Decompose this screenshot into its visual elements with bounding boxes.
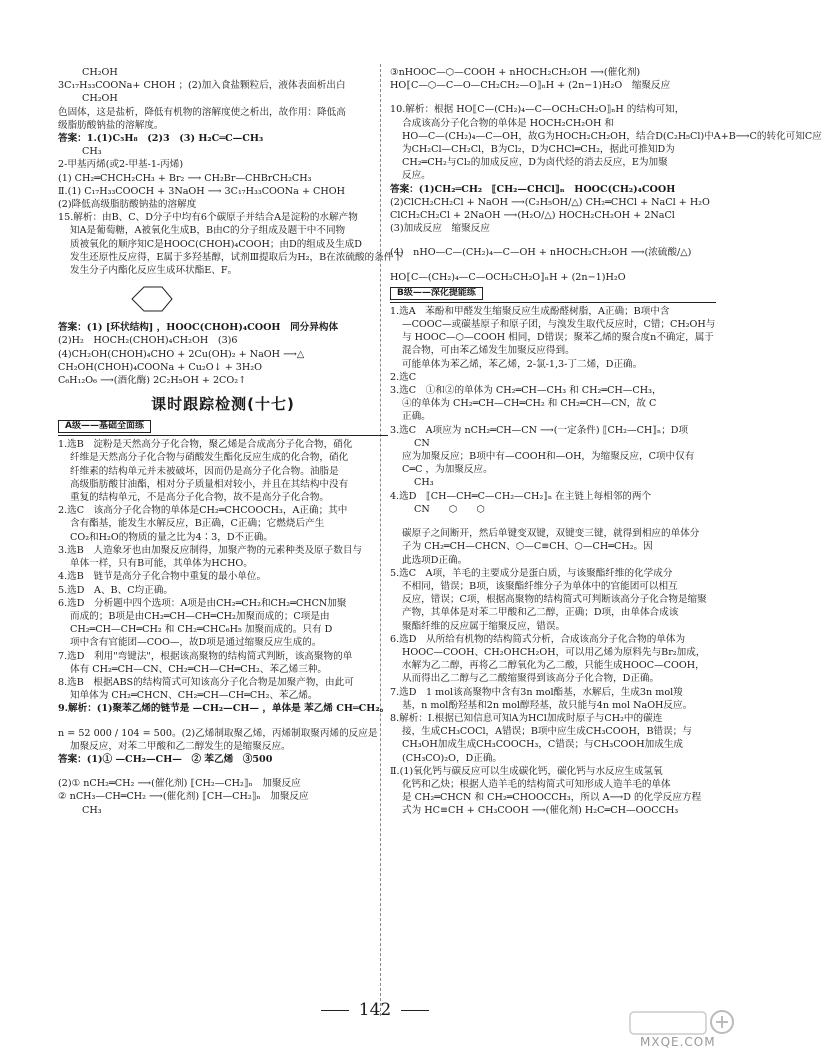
text-line: 是 CH₂═CHCN 和 CH₂═CHOOCCH₃，所以 A⟶D 的化学反应方程 xyxy=(402,792,702,804)
text-line: 1.选B 淀粉是天然高分子化合物，聚乙烯是合成高分子化合物，硝化 xyxy=(58,439,353,451)
text-line: ④的单体为 CH₂═CH—CH═CH₂ 和 CH₂═CH—CN，故 C xyxy=(402,398,657,410)
text-line: 产物，其单体是对苯二甲酸和乙二醇，正确；D项，由单体合成该 xyxy=(402,607,679,619)
text-line: 3C₁₇H₃₃COONa+ CHOH ；(2)加入食盐颗粒后，液体表面析出白 xyxy=(58,80,346,92)
text-line: (2)H₂ HOCH₂(CHOH)₄CH₂OH (3)6 xyxy=(58,335,238,347)
text-line: C₆H₁₂O₆ ⟶(酒化酶) 2C₂H₅OH + 2CO₂↑ xyxy=(58,375,247,387)
text-line: 化钙和乙炔；根据人造羊毛的结构简式可知形成人造羊毛的单体 xyxy=(402,778,671,790)
text-line: 反应。 xyxy=(402,170,431,182)
text-line: 而成的；B项是由CH₂═CH—CH═CH₂加聚而成的；C项是由 xyxy=(70,610,330,622)
text-line: 质被氧化的顺序知C是HOOC(CHOH)₄COOH；由D的组成及生成D xyxy=(70,238,362,250)
text-line: 级脂肪酸钠盐的溶解度。 xyxy=(58,119,164,131)
right-answers-part2 xyxy=(390,305,716,818)
text-line: CH₃ xyxy=(414,477,434,489)
text-line: 混合物，可由苯乙烯发生加聚反应得到。 xyxy=(402,345,575,357)
text-line: CH₂OH(CHOH)₄COONa + Cu₂O↓ + 3H₂O xyxy=(58,361,262,373)
text-line: HO⟦C—⬡—C—O—CH₂CH₂—O⟧ₙH + (2n−1)H₂O 缩聚反应 xyxy=(390,80,671,92)
text-line: 水解为乙二醇，再将乙二醇氧化为乙二酸，只能生成HOOC—COOH， xyxy=(402,660,705,672)
text-line: 不相同，错误；B项，该聚酯纤维分子为单体中的官能团可以相互 xyxy=(402,580,678,592)
text-line: 碳原子之间断开，然后单键变双键，双键变三键，就得到相应的单体分 xyxy=(402,528,700,540)
text-line: (2)① nCH₂═CH₂ ⟶(催化剂) ⟦CH₂—CH₂⟧ₙ 加聚反应 xyxy=(58,778,301,790)
text-line: 6.选D 从所给有机物的结构简式分析，合成该高分子化合物的单体为 xyxy=(390,633,686,645)
text-line: CH₃ xyxy=(82,146,102,158)
text-line: 8.解析：Ⅰ.根据已知信息可知A为HCl加成时原子与CH₂中的碳连 xyxy=(390,712,663,724)
text-line: 5.选D A、B、C均正确。 xyxy=(58,584,173,596)
text-line: 3.选C ①和②的单体为 CH₂═CH—CH₃ 和 CH₂═CH—CH₃， xyxy=(390,385,662,397)
text-line: 纤维是天然高分子化合物与硝酸发生酯化反应生成的化合物，硝化 xyxy=(70,452,349,464)
text-line: HO—C—(CH₂)₄—C—OH，故G为HOCH₂CH₂OH，结合D(C₂H₅Cl)中A+B⟶C的转化可知C应 xyxy=(402,130,822,142)
text-line: CH₂═CH—CH═CH₂ 和 CH₂═CHC₆H₅ 加聚而成的。只有 D xyxy=(70,624,333,636)
text-line xyxy=(390,235,716,246)
text-line: 3.选B 人造象牙也由加聚反应制得，加聚产物的元素种类及原子数目与 xyxy=(58,544,363,556)
text-line: HOOC—COOH、CH₂OHCH₂OH，可以用乙烯为原料先与Br₂加成， xyxy=(402,646,706,658)
text-line: 答案：1.(1)C₅H₈ (2)3 (3) H₂C═C—CH₃ xyxy=(58,133,264,145)
text-line xyxy=(390,516,716,527)
level-a-label: A级——基础全面练 xyxy=(58,420,151,433)
text-line: CN xyxy=(414,437,430,449)
text-line: (CH₃CO)₂O，D正确。 xyxy=(402,752,503,764)
text-line: 色固体，这是盐析，降低有机物的溶解度使之析出，故作用：降低高 xyxy=(58,106,346,118)
text-line: 2-甲基丙烯(或2-甲基-1-丙烯) xyxy=(58,159,184,171)
text-line: CN ⬡ ⬡ xyxy=(414,503,485,515)
text-line: 1.选A 苯酚和甲醛发生缩聚反应生成酚醛树脂，A正确；B项中含 xyxy=(390,305,670,317)
text-line: 4.选D ⟦CH—CH═C—CH₂—CH₂⟧ₙ 在主链上每相邻的两个 xyxy=(390,490,652,502)
text-line: 8.选B 根据ABS的结构简式可知该高分子化合物是加聚产物，由此可 xyxy=(58,676,354,688)
text-line: 7.选D 利用"弯键法"，根据该高聚物的结构简式判断，该高聚物的单 xyxy=(58,650,353,662)
level-a-rule xyxy=(58,435,388,436)
text-line: 发生还原性反应得，E属于多羟基醇，试剂Ⅲ提取后为H₂，B在浓硫酸的条件下 xyxy=(70,251,403,263)
text-line xyxy=(58,716,388,727)
text-line: 5.选C A项，羊毛的主要成分是蛋白质，与该聚酯纤维的化学成分 xyxy=(390,567,673,579)
text-line: CH₂═CH₂与Cl₂的加成反应，D为卤代烃的消去反应，E为加聚 xyxy=(402,157,668,169)
text-line: 10.解析：根据 HO⟦C—(CH₂)₄—C—OCH₂CH₂O⟧ₙH 的结构可知， xyxy=(390,104,685,116)
text-line: 式为 HC≡CH + CH₃COOH ⟶(催化剂) H₂C═CH—OOCCH₃ xyxy=(402,805,679,817)
level-b-label: B级——深化提能练 xyxy=(390,287,483,300)
text-line: (4)CH₂OH(CHOH)₄CHO + 2Cu(OH)₂ + NaOH ⟶△ xyxy=(58,348,305,360)
text-line: Ⅱ.(1) C₁₇H₃₃COOCH + 3NaOH ⟶ 3C₁₇H₃₃COONa + CHOH xyxy=(58,185,345,197)
text-line: 知A是葡萄糖，A被氧化生成B，B由C的分子组成及题干中不同物 xyxy=(70,225,346,237)
text-line: Ⅱ.(1)氧化钙与碳反应可以生成碳化钙，碳化钙与水反应生成氢氧 xyxy=(390,765,663,777)
text-line: 答案：(1)① —CH₂—CH— ② 苯乙烯 ③500 xyxy=(58,753,273,765)
left-answers-part2 xyxy=(58,438,388,816)
watermark-text: MXQE.COM xyxy=(640,1035,716,1049)
text-line: 7.选D 1 mol该高聚物中含有3n mol酯基，水解后，生成3n mol羧 xyxy=(390,686,683,698)
text-line: (2)降低高级脂肪酸钠盐的溶解度 xyxy=(58,199,197,211)
text-line: 加聚反应，对苯二甲酸和乙二醇发生的是缩聚反应。 xyxy=(70,740,291,752)
text-line: 合成该高分子化合物的单体是 HOCH₂CH₂OH 和 xyxy=(402,117,614,129)
left-answers-part1 xyxy=(58,66,403,387)
text-line: 接，生成CH₃COCl，A错误；B项中应生成CH₃COOH，B错误；与 xyxy=(402,726,692,738)
level-b-rule xyxy=(390,302,716,303)
text-line: ③nHOOC—⬡—COOH + nHOCH₂CH₂OH ⟶(催化剂) xyxy=(390,67,641,78)
text-line: 可能单体为苯乙烯，苯乙烯，2-氯-1,3-丁二烯，D正确。 xyxy=(402,358,643,370)
text-line: 4.选B 链节是高分子化合物中重复的最小单位。 xyxy=(58,571,267,583)
text-line: 3.选C A项应为 nCH₂═CH—CN ⟶(一定条件) ⟦CH₂—CH⟧ₙ；D项 xyxy=(390,424,689,436)
text-line: 2.选C 该高分子化合物的单体是CH₂═CHCOOCH₃，A正确；其中 xyxy=(58,505,348,517)
text-line: (3)加成反应 缩聚反应 xyxy=(390,223,490,235)
level-a-header xyxy=(58,419,388,433)
text-line: 答案：(1) [环状结构] ，HOOC(CHOH)₄COOH 同分异构体 xyxy=(58,322,339,334)
text-line: (4) nHO—C—(CH₂)₄—C—OH + nHOCH₂CH₂OH ⟶(浓硫酸/△) xyxy=(390,247,692,259)
text-line: CH₃ xyxy=(82,804,102,816)
text-line: 此选项D正确。 xyxy=(402,554,468,566)
page-number-text: 142 xyxy=(358,1000,392,1020)
text-line: 项中含有官能团—COO—，故D项是通过缩聚反应生成的。 xyxy=(70,637,322,649)
text-line: 反应，错误；C项，根据高聚物的结构简式可判断该高分子化合物是缩聚 xyxy=(402,594,707,606)
text-line: 6.选D 分析题中四个选项：A项是由CH₂═CH₂和CH₂═CHCN加聚 xyxy=(58,597,347,609)
text-line: ② nCH₃—CH═CH₂ ⟶(催化剂) ⟦CH—CH₂⟧ₙ 加聚反应 xyxy=(58,791,309,803)
text-line: 2.选C xyxy=(390,371,417,383)
text-line: CH₃OH加成生成CH₃COOCH₃，C错误；与CH₃COOH加成生成 xyxy=(402,739,684,751)
text-line: 重复的结构单元，不是高分子化合物，故不是高分子化合物。 xyxy=(70,492,330,504)
text-line: 高级脂肪酸甘油酯，相对分子质量相对较小，并且在其结构中没有 xyxy=(70,478,349,490)
page-dash-left xyxy=(321,1010,349,1011)
text-line: (2)ClCH₂CH₂Cl + NaOH ⟶(C₂H₅OH/△) CH₂═CHCl + NaCl + H₂O xyxy=(390,196,710,208)
text-line: 聚酯纤维的反应属于缩聚反应，错误。 xyxy=(402,620,566,632)
text-line: 15.解析：由B、C、D分子中均有6个碳原子并结合A是淀粉的水解产物 xyxy=(58,212,358,224)
glucose-ring-structure xyxy=(118,279,188,319)
text-line: 发生分子内酯化反应生成环状酯E、F。 xyxy=(70,265,238,277)
text-line: 9.解析：(1)聚苯乙烯的链节是 —CH₂—CH— ，单体是 苯乙烯 CH═CH₂。 xyxy=(58,703,390,715)
section-title: 课时跟踪检测(十七) xyxy=(151,395,295,414)
text-line: —COOC—或碳基原子和原子团，与溴发生取代反应时，C错；CH₂OH与 xyxy=(402,319,716,331)
text-line xyxy=(58,766,388,777)
text-line xyxy=(390,260,716,271)
text-line: C═C ，为加聚反应。 xyxy=(402,464,493,476)
text-line: 体有 CH₂═CH—CN、CH₂═CH—CH═CH₂、苯乙烯三种。 xyxy=(70,663,328,675)
text-line: 纤维素的结构单元并未被破坏，因而仍是高分子化合物。油脂是 xyxy=(70,465,339,477)
text-line: CH₂OH xyxy=(82,67,118,78)
level-b-header xyxy=(390,286,716,300)
text-line: HO⟦C—(CH₂)₄—C—OCH₂CH₂O⟧ₙH + (2n−1)H₂O xyxy=(390,271,626,283)
text-line: 含有酯基，能发生水解反应，B正确，C正确；它燃烧后产生 xyxy=(70,518,325,530)
text-line: 子为 CH₂═CH—CHCN、⬡—C≡CH、⬡—CH═CH₂。因 xyxy=(402,541,653,553)
left-column xyxy=(58,66,403,817)
text-line: CO₂和H₂O的物质的量之比为4∶3，D不正确。 xyxy=(70,531,273,543)
text-line xyxy=(390,92,716,103)
text-line: 知单体为 CH₂═CHCN、CH₂═CH—CH═CH₂、苯乙烯。 xyxy=(70,690,318,702)
text-line: 从而得出乙二醇与乙二酸缩聚得到该高分子化合物，D正确。 xyxy=(402,673,660,685)
text-line: 正确。 xyxy=(402,411,431,423)
text-line: 基，n mol酚羟基和2n mol醇羟基，故只能与4n mol NaOH反应。 xyxy=(402,699,693,711)
page-dash-right xyxy=(401,1010,429,1011)
text-line: (1) CH₂═CHCH₂CH₃ + Br₂ ⟶ CH₂Br—CHBrCH₂CH₃ xyxy=(58,172,312,184)
text-line: 与 HOOC—⬡—COOH 相同，D错误；聚苯乙烯的聚合度n不确定，属于 xyxy=(402,332,714,344)
text-line: 为CH₂Cl—CH₂Cl，B为Cl₂，D为CHCl═CH₂，据此可推知D为 xyxy=(402,144,675,156)
text-line: n = 52 000 / 104 = 500。(2)乙烯制取聚乙烯，丙烯制取聚丙烯的反应是 xyxy=(58,727,378,739)
right-answers-part1 xyxy=(390,66,822,284)
text-line: 答案：(1)CH₂═CH₂ ⟦CH₂—CHCl⟧ₙ HOOC(CH₂)₄COOH xyxy=(390,183,676,195)
text-line: 单体一样，只有B可能，其单体为HCHO。 xyxy=(70,558,253,570)
text-line: ClCH₂CH₂Cl + 2NaOH ⟶(H₂O/△) HOCH₂CH₂OH + 2NaCl xyxy=(390,210,675,222)
text-line: 应为加聚反应；B项中有—COOH和—OH，为缩聚反应，C项中仅有 xyxy=(402,451,695,463)
right-column xyxy=(390,66,822,818)
text-line: CH₂OH xyxy=(82,93,118,105)
